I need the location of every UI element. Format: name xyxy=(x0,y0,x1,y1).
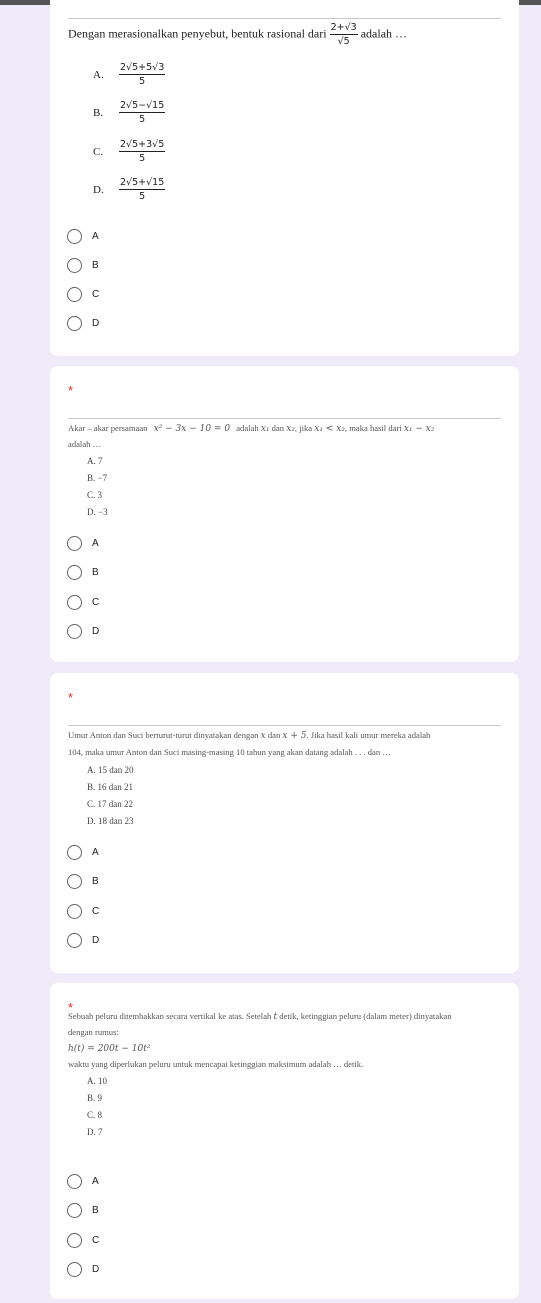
radio-button[interactable] xyxy=(67,874,82,889)
radio-button[interactable] xyxy=(67,287,82,302)
fraction-numerator: 2√5−√15 xyxy=(120,100,165,111)
fraction-denominator: 5 xyxy=(139,76,146,87)
option-label: A xyxy=(92,1175,99,1187)
question-4-option-b[interactable] xyxy=(67,1201,99,1219)
question-divider xyxy=(68,725,501,726)
text-segment: Sebuah peluru ditembakkan secara vertikal ke atas. Setelah xyxy=(68,1011,272,1021)
text-segment: . Jika hasil kali umur mereka adalah xyxy=(306,730,431,740)
question-2-option-d[interactable] xyxy=(67,622,99,640)
question-card-2 xyxy=(50,366,519,662)
variable: x₂ xyxy=(286,424,295,434)
fraction-numerator: 2√5+5√3 xyxy=(120,62,165,73)
question-4-text-line-4: waktu yang diperlukan peluru untuk mencapai ketinggian maksimum adalah … detik. xyxy=(68,1059,364,1069)
question-4-choice-b: B. 9 xyxy=(87,1093,103,1103)
option-label: A xyxy=(92,846,99,858)
question-2-choice-c: C. 3 xyxy=(87,490,103,500)
question-3-option-c[interactable] xyxy=(67,902,99,920)
option-label: D xyxy=(92,934,100,946)
text-segment: , jika xyxy=(294,423,313,433)
choice-fraction xyxy=(119,139,165,164)
question-3-text-line-2: 104, maka umur Anton dan Suci masing-masing 10 tahun yang akan datang adalah . . . dan … xyxy=(68,747,391,757)
choice-fraction xyxy=(119,177,165,202)
question-2-text-line-2: adalah … xyxy=(68,439,102,449)
required-asterisk: * xyxy=(68,1000,74,1015)
option-label: A xyxy=(92,537,99,549)
question-1-text-after: adalah … xyxy=(360,26,408,41)
variable: x xyxy=(260,731,266,741)
question-4-choice-c: C. 8 xyxy=(87,1110,103,1120)
radio-button[interactable] xyxy=(67,229,82,244)
fraction-denominator: √5 xyxy=(337,36,350,47)
question-4-choice-a: A. 10 xyxy=(87,1076,107,1086)
text-segment: adalah xyxy=(236,423,259,433)
choice-fraction xyxy=(119,62,165,87)
choice-label: A. xyxy=(93,68,104,81)
choice-label: D. xyxy=(93,183,104,196)
radio-button[interactable] xyxy=(67,316,82,331)
question-1-choice-b xyxy=(93,100,165,125)
question-3-choice-a: A. 15 dan 20 xyxy=(87,765,134,775)
question-3-option-d[interactable] xyxy=(67,931,99,949)
question-3-choice-c: C. 17 dan 22 xyxy=(87,799,133,809)
option-label: C xyxy=(92,288,100,300)
text-segment: Umur Anton dan Suci berturut-turut dinyatakan dengan xyxy=(68,730,259,740)
question-1-text-before: Dengan merasionalkan penyebut, bentuk rasional dari xyxy=(68,26,327,41)
question-3-option-b[interactable] xyxy=(67,872,99,890)
option-label: D xyxy=(92,1263,100,1275)
equation: x² − 3x − 10 = 0 xyxy=(153,424,231,434)
option-label: B xyxy=(92,1204,99,1216)
option-label: C xyxy=(92,596,100,608)
radio-button[interactable] xyxy=(67,536,82,551)
variable: t xyxy=(273,1012,278,1022)
option-label: D xyxy=(92,625,100,637)
condition: x₁ < x₂ xyxy=(314,424,345,434)
question-divider xyxy=(68,18,501,19)
option-label: C xyxy=(92,905,100,917)
radio-button[interactable] xyxy=(67,1174,82,1189)
radio-button[interactable] xyxy=(67,258,82,273)
option-label: B xyxy=(92,259,99,271)
question-2-choice-a: A. 7 xyxy=(87,456,103,466)
question-1-option-c[interactable] xyxy=(67,285,99,303)
required-asterisk: * xyxy=(68,383,74,398)
fraction-numerator: 2√5+3√5 xyxy=(120,139,165,150)
expression: x + 5 xyxy=(282,731,307,741)
question-1-option-a[interactable] xyxy=(67,227,99,245)
question-1-choice-a xyxy=(93,62,165,87)
question-1-fraction xyxy=(330,22,358,47)
question-3-text-line-1 xyxy=(68,727,501,745)
choice-fraction xyxy=(119,100,165,125)
question-1-choice-c xyxy=(93,139,165,164)
text-segment: detik, ketinggian peluru (dalam meter) dinyatakan xyxy=(279,1011,452,1021)
question-4-choice-d: D. 7 xyxy=(87,1127,103,1137)
question-2-choice-b: B. −7 xyxy=(87,473,108,483)
question-1-option-d[interactable] xyxy=(67,314,99,332)
radio-button[interactable] xyxy=(67,1233,82,1248)
fraction-numerator: 2√5+√15 xyxy=(120,177,165,188)
question-3-choice-d: D. 18 dan 23 xyxy=(87,816,134,826)
radio-button[interactable] xyxy=(67,595,82,610)
question-2-choice-d: D. −3 xyxy=(87,507,108,517)
radio-button[interactable] xyxy=(67,1203,82,1218)
option-label: B xyxy=(92,875,99,887)
fraction-numerator: 2+√3 xyxy=(330,22,357,33)
option-label: B xyxy=(92,566,99,578)
radio-button[interactable] xyxy=(67,933,82,948)
expression: x₁ − x₂ xyxy=(403,424,435,434)
radio-button[interactable] xyxy=(67,624,82,639)
option-label: D xyxy=(92,317,100,329)
radio-button[interactable] xyxy=(67,845,82,860)
question-2-option-b[interactable] xyxy=(67,563,99,581)
radio-button[interactable] xyxy=(67,904,82,919)
formula: h(t) = 200t − 10t² xyxy=(68,1044,151,1054)
question-3-choice-b: B. 16 dan 21 xyxy=(87,782,133,792)
fraction-denominator: 5 xyxy=(139,153,146,164)
variable: x₁ xyxy=(260,424,270,434)
option-label: A xyxy=(92,230,99,242)
choice-label: C. xyxy=(93,145,104,158)
required-asterisk: * xyxy=(68,690,74,705)
question-divider xyxy=(68,418,501,419)
question-4-option-c[interactable] xyxy=(67,1231,99,1249)
radio-button[interactable] xyxy=(67,565,82,580)
question-2-option-c[interactable] xyxy=(67,593,99,611)
question-1-text xyxy=(68,22,508,47)
question-2-option-a[interactable] xyxy=(67,534,99,552)
choice-label: B. xyxy=(93,106,104,119)
question-3-option-a[interactable] xyxy=(67,843,99,861)
question-4-option-d[interactable] xyxy=(67,1260,99,1278)
text-segment: , maka hasil dari xyxy=(344,423,402,433)
text-segment: dan xyxy=(267,730,281,740)
fraction-denominator: 5 xyxy=(139,114,146,125)
text-segment: dan xyxy=(271,423,285,433)
question-4-text-line-2: dengan rumus: xyxy=(68,1027,119,1037)
fraction-denominator: 5 xyxy=(139,191,146,202)
radio-button[interactable] xyxy=(67,1262,82,1277)
option-label: C xyxy=(92,1234,100,1246)
question-1-option-b[interactable] xyxy=(67,256,99,274)
question-1-choice-d xyxy=(93,177,165,202)
text-segment: Akar – akar persamaan xyxy=(68,423,148,433)
question-4-option-a[interactable] xyxy=(67,1172,99,1190)
